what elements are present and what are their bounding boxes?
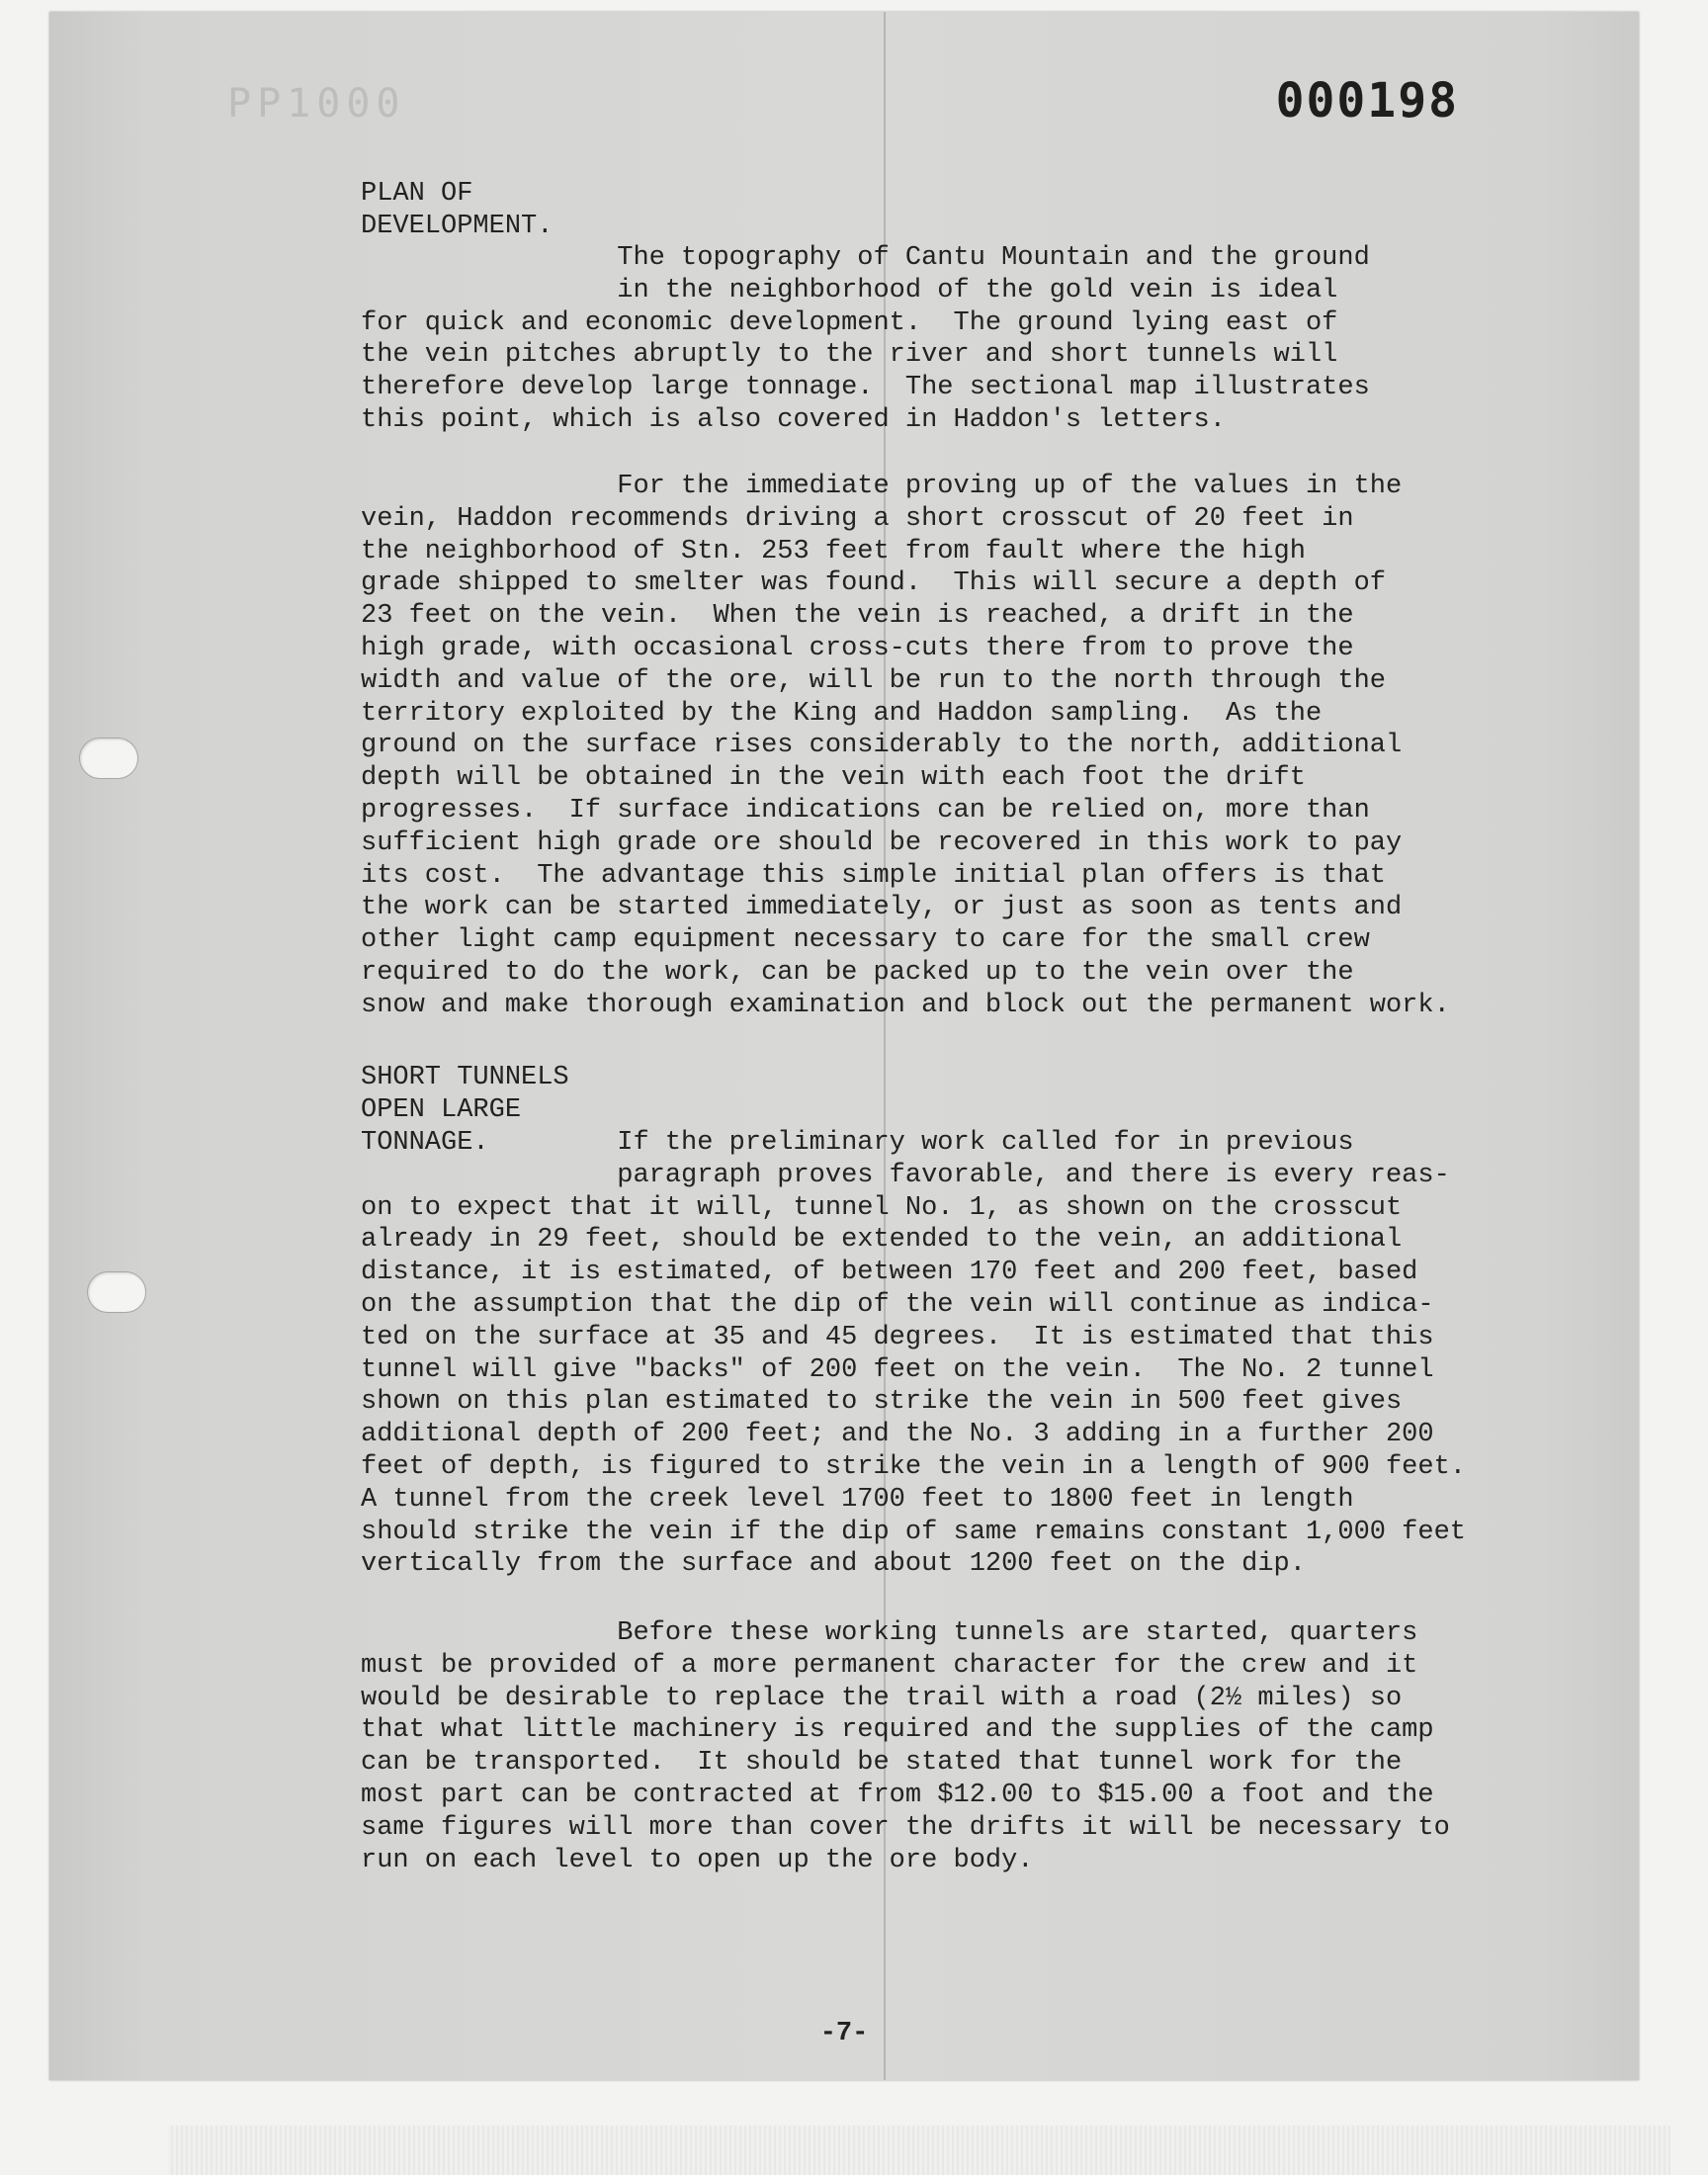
text-line: run on each level to open up the ore body. bbox=[361, 1845, 1034, 1875]
text-line: ground on the surface rises considerably to the north, additional bbox=[361, 731, 1403, 761]
text-line: vertically from the surface and about 1200 feet on the dip. bbox=[361, 1549, 1306, 1580]
text-line: additional depth of 200 feet; and the No. 3 adding in a further 200 bbox=[361, 1420, 1434, 1450]
text-line: therefore develop large tonnage. The sectional map illustrates bbox=[361, 373, 1370, 403]
text-line: distance, it is estimated, of between 170 feet and 200 feet, based bbox=[361, 1258, 1418, 1288]
text-line: should strike the vein if the dip of same remains constant 1,000 feet bbox=[361, 1517, 1466, 1547]
page-number: -7- bbox=[819, 2019, 869, 2048]
text-line: A tunnel from the creek level 1700 feet to 1800 feet in length bbox=[361, 1484, 1354, 1515]
paragraph-quarters bbox=[361, 1617, 1450, 1876]
text-line: can be transported. It should be stated that tunnel work for the bbox=[361, 1748, 1403, 1779]
text-line: already in 29 feet, should be extended to the vein, an additional bbox=[361, 1225, 1403, 1256]
text-line: sufficient high grade ore should be recovered in this work to pay bbox=[361, 827, 1403, 858]
text-line: the work can be started immediately, or just as soon as tents and bbox=[361, 893, 1403, 923]
heading-line: OPEN LARGE bbox=[361, 1094, 522, 1125]
paper-sheet bbox=[49, 12, 1639, 2080]
heading-line: PLAN OF bbox=[361, 179, 473, 209]
text-line: tunnel will give "backs" of 200 feet on the vein. The No. 2 tunnel bbox=[361, 1354, 1434, 1385]
text-line: The topography of Cantu Mountain and the ground bbox=[361, 243, 1370, 273]
text-line: vein, Haddon recommends driving a short crosscut of 20 feet in bbox=[361, 503, 1354, 534]
text-line: the neighborhood of Stn. 253 feet from fault where the high bbox=[361, 536, 1306, 566]
text-line: would be desirable to replace the trail with a road (2½ miles) so bbox=[361, 1683, 1403, 1713]
text-line: For the immediate proving up of the values in the bbox=[361, 472, 1403, 501]
text-line: the vein pitches abruptly to the river and short tunnels will bbox=[361, 340, 1338, 371]
paragraph-immediate-proving bbox=[361, 471, 1450, 1022]
text-line: shown on this plan estimated to strike the vein in 500 feet gives bbox=[361, 1387, 1403, 1418]
text-line: depth will be obtained in the vein with each foot the drift bbox=[361, 763, 1306, 794]
text-line: that what little machinery is required and the supplies of the camp bbox=[361, 1715, 1434, 1746]
faded-stamp: PP1000 bbox=[227, 81, 406, 127]
heading-plan-of-development bbox=[361, 178, 553, 243]
text-line: width and value of the ore, will be run to the north through the bbox=[361, 665, 1386, 696]
text-line: paragraph proves favorable, and there is every reas- bbox=[361, 1160, 1450, 1190]
text-line: TONNAGE. If the preliminary work called for in previous bbox=[361, 1128, 1354, 1158]
heading-line: SHORT TUNNELS bbox=[361, 1063, 569, 1092]
text-line: on the assumption that the dip of the vein will continue as indica- bbox=[361, 1289, 1434, 1320]
text-line: required to do the work, can be packed up to the vein over the bbox=[361, 957, 1354, 988]
text-line: this point, which is also covered in Haddon's letters. bbox=[361, 404, 1226, 435]
text-line: territory exploited by the King and Haddon sampling. As the bbox=[361, 698, 1323, 729]
document-number: 000198 bbox=[1275, 73, 1459, 129]
text-line: 23 feet on the vein. When the vein is reached, a drift in the bbox=[361, 601, 1354, 632]
text-line: snow and make thorough examination and block out the permanent work. bbox=[361, 990, 1450, 1020]
text-line: for quick and economic development. The ground lying east of bbox=[361, 307, 1338, 338]
text-line: Before these working tunnels are started, quarters bbox=[361, 1618, 1418, 1648]
text-line: its cost. The advantage this simple initial plan offers is that bbox=[361, 860, 1386, 891]
text-line: most part can be contracted at from $12.00 to $15.00 a foot and the bbox=[361, 1780, 1434, 1810]
paragraph-tunnels bbox=[361, 1127, 1466, 1581]
text-line: feet of depth, is figured to strike the vein in a length of 900 feet. bbox=[361, 1451, 1466, 1482]
text-line: on to expect that it will, tunnel No. 1, as shown on the crosscut bbox=[361, 1192, 1403, 1223]
punch-hole-upper bbox=[79, 738, 138, 779]
punch-hole-lower bbox=[87, 1271, 146, 1313]
text-line: high grade, with occasional cross-cuts there from to prove the bbox=[361, 633, 1354, 663]
text-line: progresses. If surface indications can be relied on, more than bbox=[361, 795, 1370, 826]
text-line: in the neighborhood of the gold vein is ideal bbox=[361, 275, 1338, 305]
scan-edge-strip bbox=[168, 2126, 1670, 2175]
text-line: grade shipped to smelter was found. This will secure a depth of bbox=[361, 568, 1386, 599]
text-line: same figures will more than cover the drifts it will be necessary to bbox=[361, 1812, 1450, 1843]
text-line: must be provided of a more permanent character for the crew and it bbox=[361, 1650, 1418, 1681]
text-line: other light camp equipment necessary to care for the small crew bbox=[361, 925, 1370, 956]
heading-short-tunnels bbox=[361, 1062, 569, 1127]
heading-line: DEVELOPMENT. bbox=[361, 211, 554, 241]
paragraph-topography bbox=[361, 242, 1370, 437]
text-line: ted on the surface at 35 and 45 degrees. It is estimated that this bbox=[361, 1322, 1434, 1352]
